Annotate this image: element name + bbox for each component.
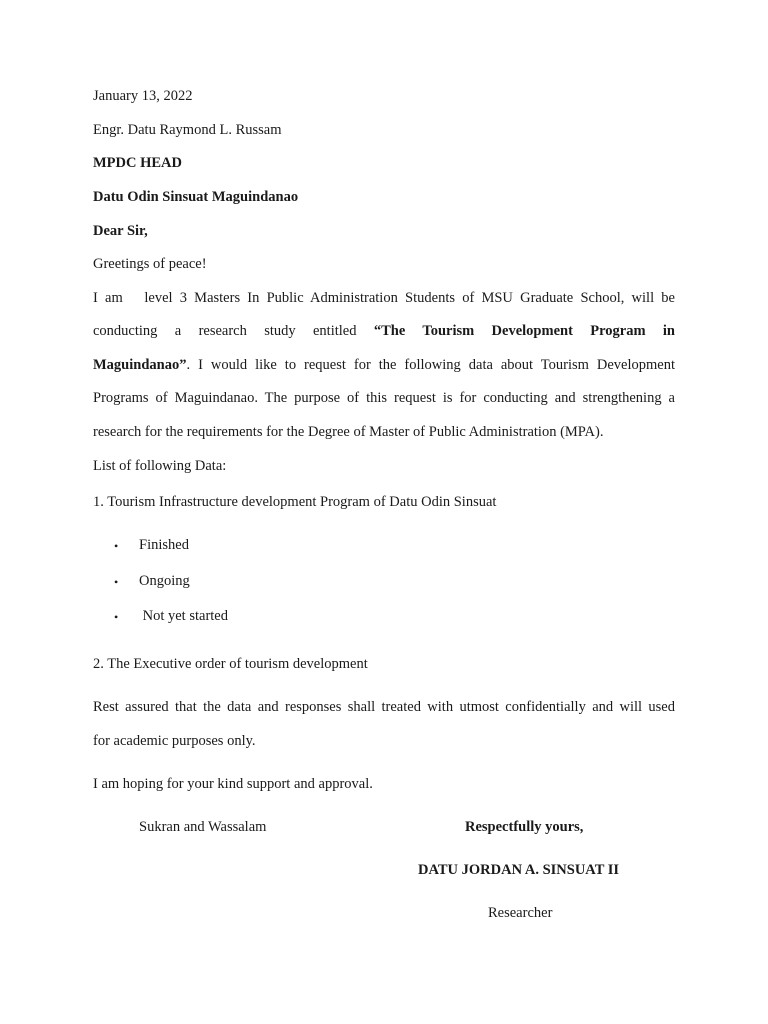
bullet-marker: • bbox=[114, 575, 119, 589]
body-line-4-text: Programs of Maguindanao. The purpose of this request is for conducting and strengthening a bbox=[93, 390, 675, 406]
body-line-3-text: . I would like to request for the following data about Tourism Development bbox=[186, 357, 675, 373]
body-line-3 bbox=[93, 357, 675, 374]
closing-left: Sukran and Wassalam bbox=[139, 819, 267, 835]
bullet-ongoing: Ongoing bbox=[139, 573, 190, 589]
list-item-1: 1. Tourism Infrastructure development Program of Datu Odin Sinsuat bbox=[93, 494, 497, 510]
assurance-line-1-text: Rest assured that the data and responses shall treated with utmost confidentially and will used bbox=[93, 699, 675, 715]
list-item-2: 2. The Executive order of tourism development bbox=[93, 656, 368, 672]
body-line-5: research for the requirements for the Degree of Master of Public Administration (MPA). bbox=[93, 424, 604, 440]
salutation: Dear Sir, bbox=[93, 223, 148, 239]
hope-line: I am hoping for your kind support and approval. bbox=[93, 776, 373, 792]
bullet-not-yet-started: Not yet started bbox=[139, 608, 228, 624]
list-intro: List of following Data: bbox=[93, 458, 227, 474]
body-line-4 bbox=[93, 390, 675, 407]
body-line-1-text: I am level 3 Masters In Public Administration Students of MSU Graduate School, will be bbox=[93, 290, 675, 306]
signer-name: DATU JORDAN A. SINSUAT II bbox=[418, 862, 620, 878]
bullet-marker: • bbox=[114, 610, 119, 624]
recipient-name: Engr. Datu Raymond L. Russam bbox=[93, 122, 282, 138]
assurance-line-2: for academic purposes only. bbox=[93, 733, 256, 749]
bullet-marker: • bbox=[114, 539, 119, 553]
letter-date: January 13, 2022 bbox=[93, 88, 193, 104]
recipient-position: MPDC HEAD bbox=[93, 155, 183, 171]
signer-title: Researcher bbox=[488, 905, 553, 921]
greeting: Greetings of peace! bbox=[93, 256, 207, 272]
assurance-line-1 bbox=[93, 699, 675, 716]
bullet-finished: Finished bbox=[139, 537, 189, 553]
body-line-2 bbox=[93, 323, 675, 340]
body-line-2-text: conducting a research study entitled bbox=[93, 323, 374, 339]
study-title-part-2: Maguindanao” bbox=[93, 357, 187, 373]
study-title-part-1: “The Tourism Development Program in bbox=[373, 323, 675, 339]
recipient-office: Datu Odin Sinsuat Maguindanao bbox=[93, 189, 299, 205]
body-line-1 bbox=[93, 290, 675, 307]
closing-right: Respectfully yours, bbox=[465, 819, 584, 835]
